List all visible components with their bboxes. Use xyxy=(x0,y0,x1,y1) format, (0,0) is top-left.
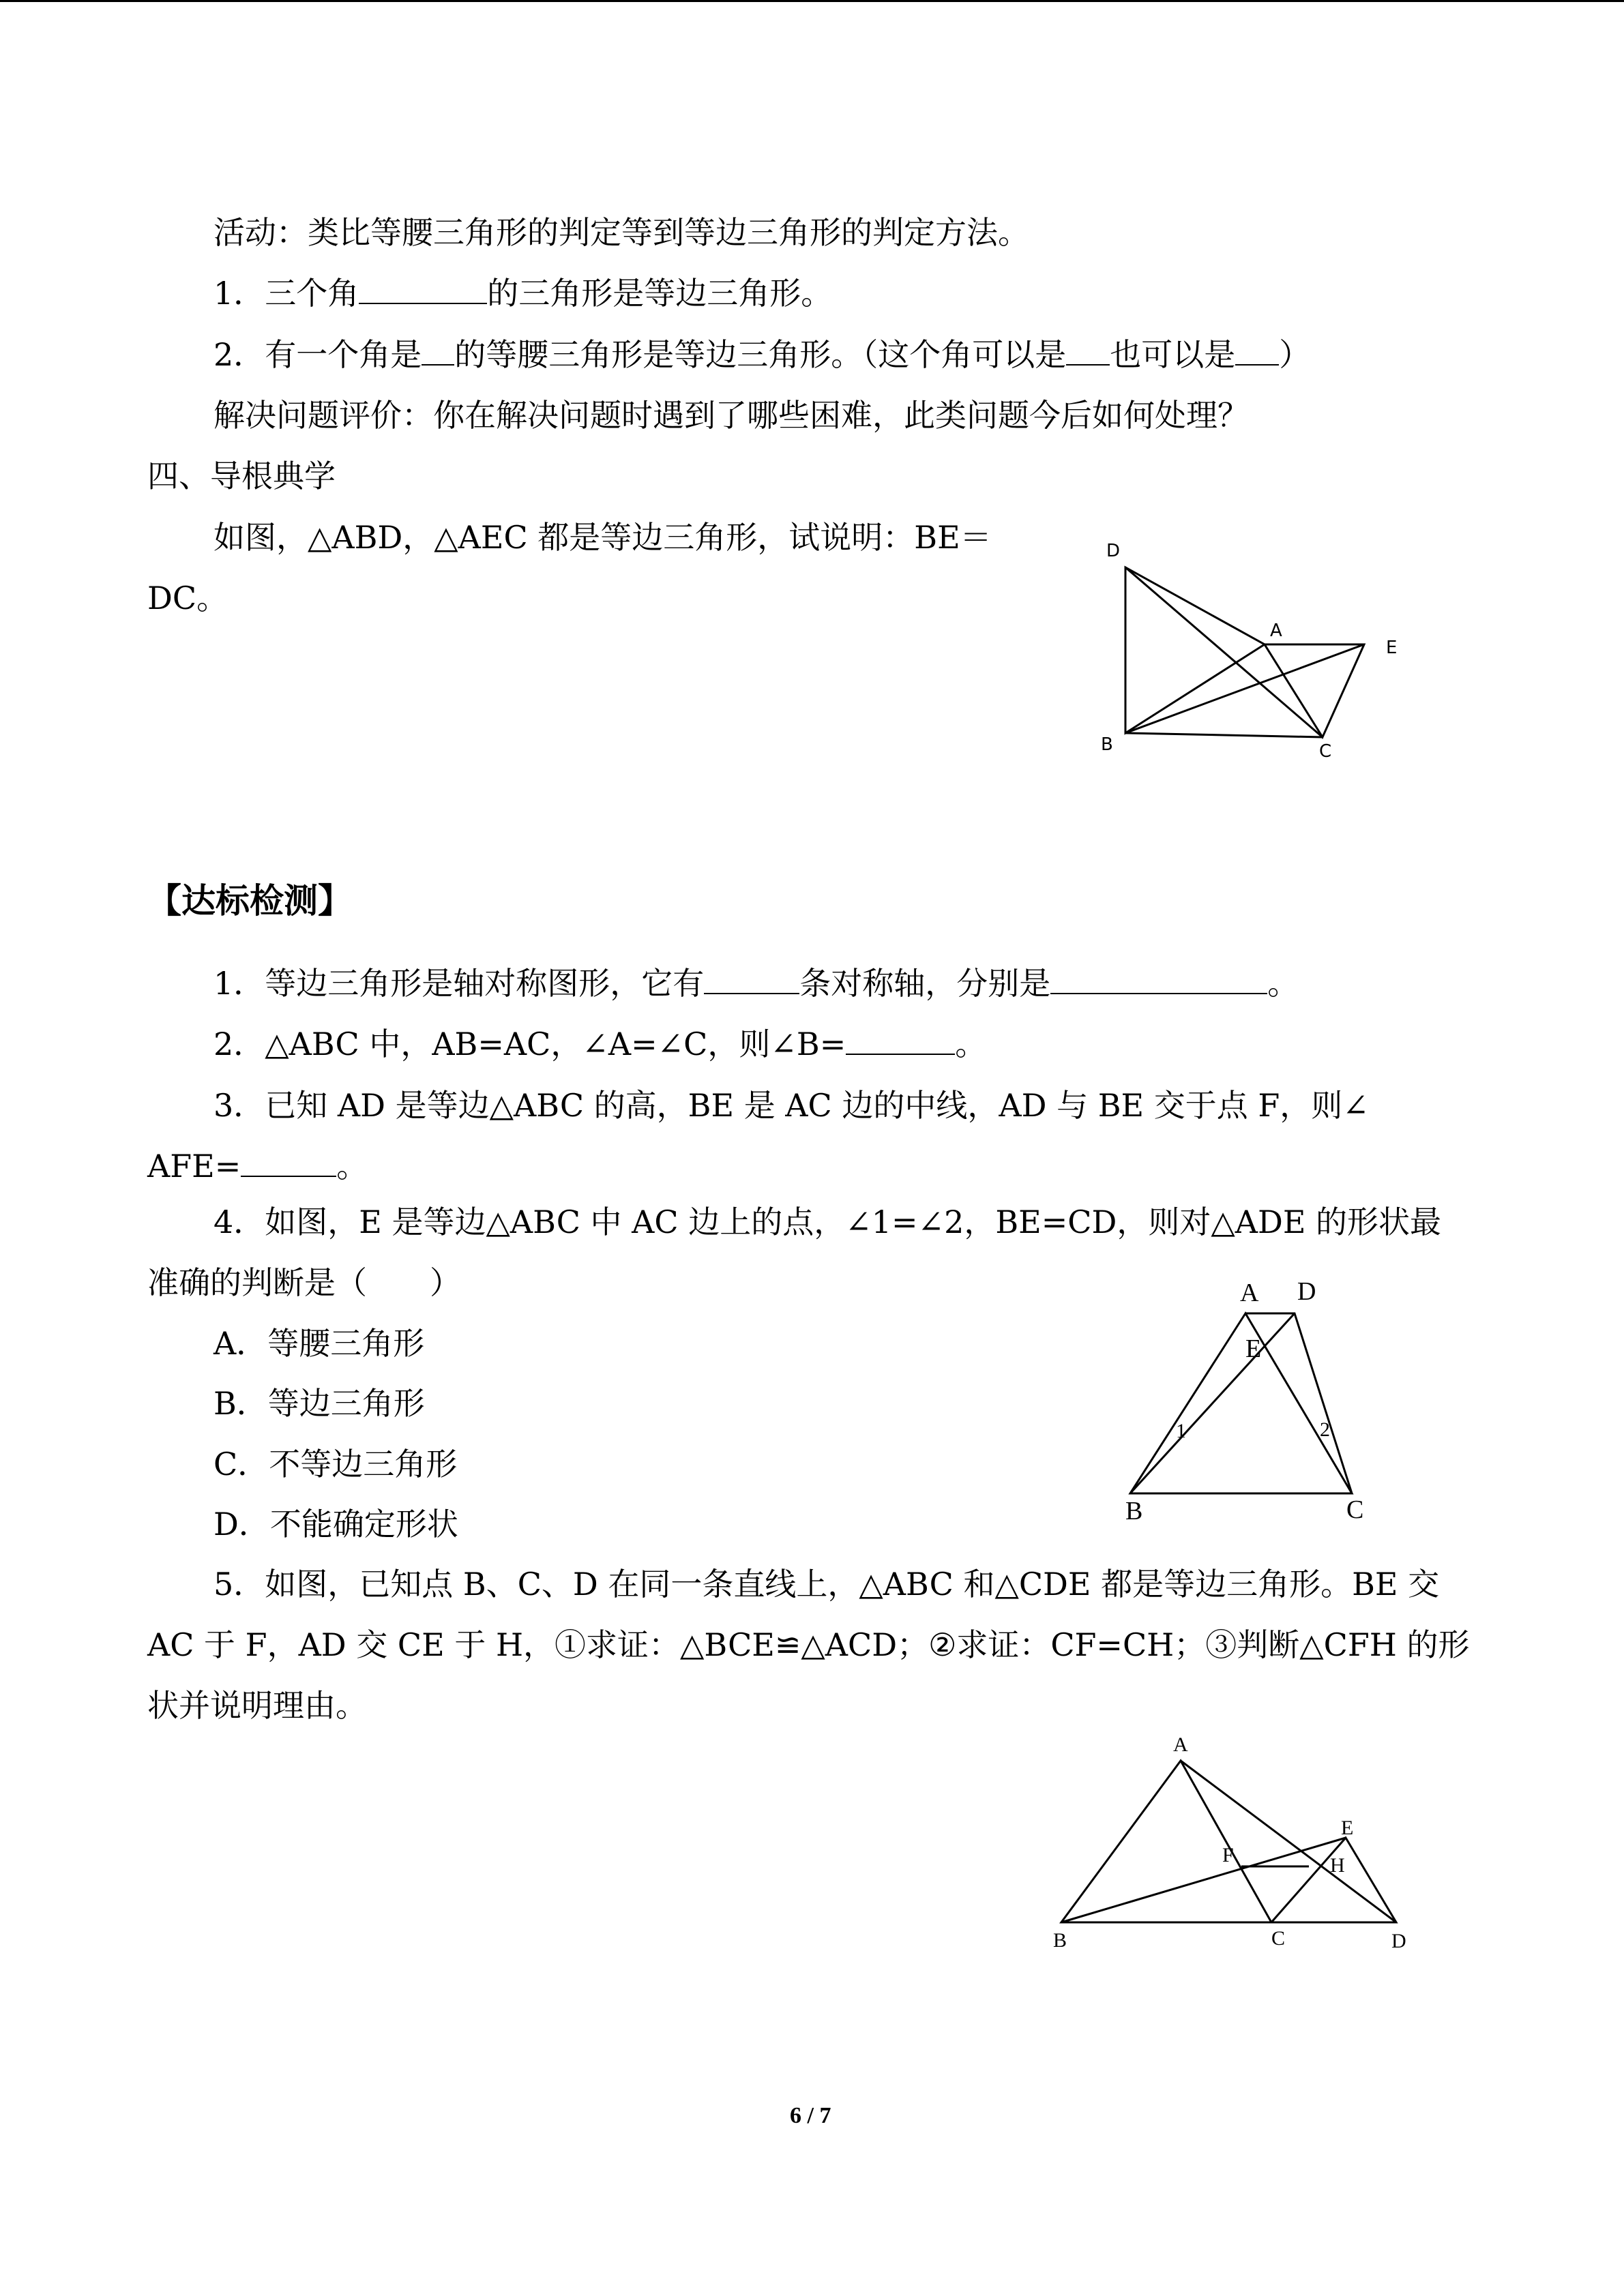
activity-intro: 活动：类比等腰三角形的判定等到等边三角形的判定方法。 xyxy=(213,214,1029,251)
activity-item-1 xyxy=(213,274,832,312)
q3-blank xyxy=(241,1148,336,1177)
q2-text-b: 。 xyxy=(955,1026,987,1062)
question-2 xyxy=(213,1025,986,1063)
q4-option-d: D．不能确定形状 xyxy=(213,1506,458,1542)
figure-q5 xyxy=(1044,1732,1412,1964)
q4-label-d: D xyxy=(1297,1277,1316,1306)
q4-option-b: B．等边三角形 xyxy=(213,1385,425,1422)
label-e: E xyxy=(1386,638,1398,658)
item2-text-b: 的等腰三角形是等边三角形。（这个角可以是 xyxy=(454,336,1067,373)
question-3-line2 xyxy=(147,1147,368,1185)
question-4-line1: 4．如图，E 是等边△ABC 中 AC 边上的点，∠1=∠2，BE=CD，则对△ADE 的形状最 xyxy=(213,1204,1442,1240)
triangle-cde xyxy=(1271,1838,1396,1922)
section4-title: 四、导根典学 xyxy=(147,458,336,494)
triangle-aec xyxy=(1265,644,1364,737)
label-d: D xyxy=(1106,541,1121,561)
top-border xyxy=(0,0,1624,2)
segment-be xyxy=(1061,1838,1346,1922)
q4-label-b: B xyxy=(1125,1497,1143,1525)
q5-label-a: A xyxy=(1173,1733,1188,1756)
q4-label-2: 2 xyxy=(1320,1418,1330,1441)
q5-label-b: B xyxy=(1053,1929,1067,1952)
item2-blank-3 xyxy=(1235,337,1279,366)
item2-text-c: 也可以是 xyxy=(1110,336,1236,373)
page-number: 6 / 7 xyxy=(790,2103,831,2128)
section4-problem-line1: 如图，△ABD，△AEC 都是等边三角形，试说明：BE＝ xyxy=(213,519,992,556)
q5-label-c: C xyxy=(1271,1927,1286,1950)
q1-blank-1 xyxy=(704,966,799,994)
q4-label-a: A xyxy=(1240,1279,1259,1307)
segment-dc xyxy=(1125,567,1323,737)
q3-text-a: AFE= xyxy=(147,1148,241,1184)
q5-label-d: D xyxy=(1391,1930,1406,1952)
triangle-abc xyxy=(1130,1313,1352,1493)
q2-text-a: 2．△ABC 中，AB=AC，∠A=∠C，则∠B= xyxy=(213,1026,846,1062)
q3-text-b: 。 xyxy=(336,1148,368,1184)
q4-label-c: C xyxy=(1346,1495,1364,1524)
item2-blank-2 xyxy=(1066,337,1110,366)
q1-text-c: 。 xyxy=(1267,965,1299,1002)
question-1 xyxy=(213,964,1299,1002)
question-5-line3: 状并说明理由。 xyxy=(147,1687,367,1724)
item1-text-a: 1．三个角 xyxy=(213,275,359,312)
q4-option-c: C．不等边三角形 xyxy=(213,1446,458,1482)
section4-problem-line2: DC。 xyxy=(147,580,228,616)
q1-blank-2 xyxy=(1050,966,1267,994)
item1-text-b: 的三角形是等边三角形。 xyxy=(487,275,833,312)
question-5-line1: 5．如图，已知点 B、C、D 在同一条直线上，△ABC 和△CDE 都是等边三角形。BE 交 xyxy=(213,1566,1440,1602)
label-b: B xyxy=(1101,734,1113,755)
figure-q4 xyxy=(1112,1275,1398,1534)
q1-text-a: 1．等边三角形是轴对称图形，它有 xyxy=(213,965,705,1002)
test-heading: 【达标检测】 xyxy=(147,881,352,921)
item2-text-a: 2．有一个角是 xyxy=(213,336,422,373)
q4-label-e: E xyxy=(1245,1335,1262,1363)
q5-label-f: F xyxy=(1222,1844,1234,1866)
label-c: C xyxy=(1319,741,1332,762)
segment-ad xyxy=(1181,1761,1396,1922)
q5-label-e: E xyxy=(1341,1817,1354,1839)
label-a: A xyxy=(1270,621,1282,641)
segment-bc xyxy=(1125,733,1323,737)
activity-evaluation: 解决问题评价：你在解决问题时遇到了哪些困难，此类问题今后如何处理？ xyxy=(213,397,1249,434)
triangle-abc-q5 xyxy=(1061,1761,1271,1922)
item1-blank xyxy=(359,275,487,304)
segment-bd xyxy=(1130,1313,1295,1493)
item2-blank-1 xyxy=(422,337,454,366)
figure-abd-aec xyxy=(1091,532,1419,771)
q2-blank xyxy=(846,1026,955,1055)
q5-label-h: H xyxy=(1330,1854,1345,1877)
item2-text-d: ） xyxy=(1279,336,1311,373)
question-3-line1: 3．已知 AD 是等边△ABC 的高，BE 是 AC 边的中线，AD 与 BE 交于点 F，则∠ xyxy=(213,1087,1369,1124)
q1-text-b: 条对称轴，分别是 xyxy=(799,965,1051,1002)
q4-label-1: 1 xyxy=(1176,1420,1186,1442)
q4-option-a: A．等腰三角形 xyxy=(213,1325,425,1362)
activity-item-2 xyxy=(213,336,1310,374)
question-5-line2: AC 于 F，AD 交 CE 于 H，①求证：△BCE≌△ACD；②求证：CF=CH；③判断△CFH 的形 xyxy=(147,1626,1470,1663)
question-4-line2: 准确的判断是（ ） xyxy=(147,1264,461,1301)
